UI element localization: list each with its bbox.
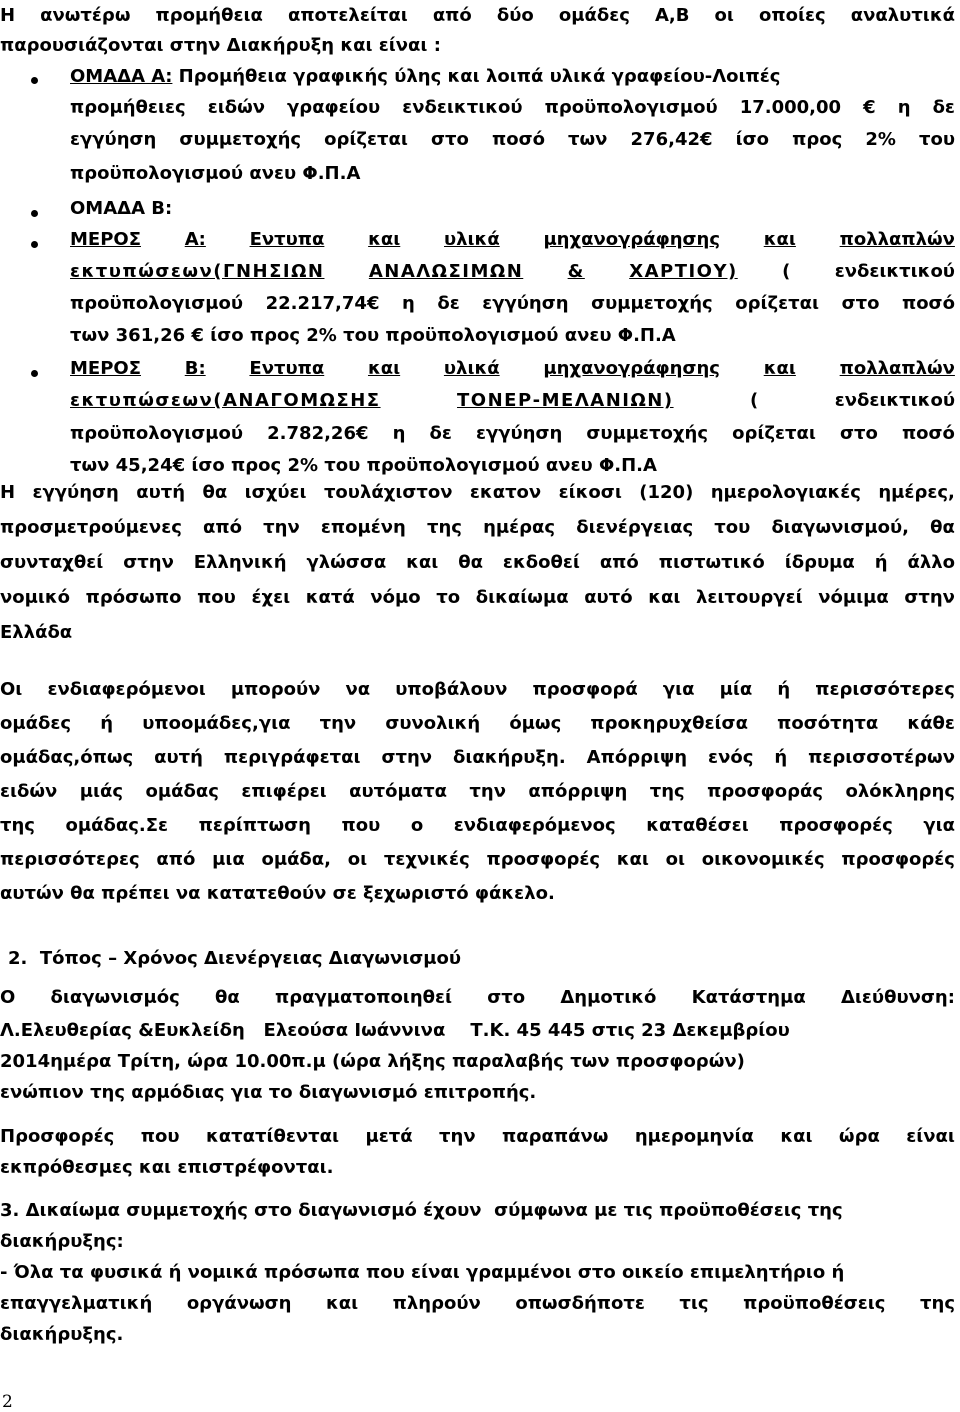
word: περιγράφεται <box>223 747 361 768</box>
word: δικαίωμα <box>475 587 569 608</box>
group-a-line-1 <box>70 63 960 91</box>
word: συμμετοχής <box>586 423 709 444</box>
word: και <box>648 587 681 608</box>
word: προμήθεια <box>155 5 263 26</box>
word: της <box>649 781 685 802</box>
word: συμμετοχής <box>591 293 713 314</box>
word: Εντυπα <box>249 229 325 250</box>
word: της <box>920 1293 955 1314</box>
word: επιφέρει <box>241 781 327 802</box>
heading-part: 2. Τόπος – Χρόνος <box>8 948 205 969</box>
group-a-line-4: προϋπολογισμού ανευ Φ.Π.Α <box>70 163 361 184</box>
word: και <box>616 849 649 870</box>
section-3-line-1: 3. Δικαίωμα συμμετοχής στο διαγωνισμό έχουν σύμφωνα με τις προϋποθέσεις της <box>0 1200 843 1221</box>
word: προϋπολογισμού <box>70 423 244 444</box>
word: εκδοθεί <box>502 552 580 573</box>
word: στην <box>381 747 433 768</box>
word: ειδών <box>0 781 58 802</box>
word: Δημοτικό <box>560 987 657 1008</box>
guarantee-line <box>0 479 955 507</box>
word: ενδεικτικού <box>834 390 955 411</box>
word: ίδρυμα <box>784 552 855 573</box>
word: ώρα <box>838 1126 880 1147</box>
word: προσμετρούμενες <box>0 517 182 538</box>
word: κατατίθενται <box>206 1126 340 1147</box>
part-b-line-4: των 45,24€ ίσο προς 2% του προϋπολογισμού ανευ Φ.Π.Α <box>70 455 657 476</box>
word: την <box>469 781 506 802</box>
heading-part: Διενέργειας <box>204 948 323 969</box>
word: εγγύηση <box>475 423 563 444</box>
word: προσφοράς <box>707 781 824 802</box>
word: τεχνικές <box>383 849 470 870</box>
word: η <box>401 293 415 314</box>
word: (120) <box>639 482 694 503</box>
word: προσφορά <box>532 679 638 700</box>
word: ομάδας,όπως <box>0 747 134 768</box>
word: και <box>763 358 796 379</box>
word: στο <box>841 293 880 314</box>
word: κατά <box>305 587 355 608</box>
page-number: 2 <box>2 1392 13 1412</box>
word: εκτυπώσεων(ΓΝΗΣΙΩΝ <box>70 261 325 282</box>
word: από <box>599 552 639 573</box>
word: πραγματοποιηθεί <box>274 987 453 1008</box>
word: προϋπολογισμού <box>70 293 244 314</box>
word: αποτελείται <box>287 5 408 26</box>
word: ομάδας.Σε <box>65 815 169 836</box>
word: μία <box>719 679 753 700</box>
word: προσφορές <box>841 849 955 870</box>
offers-line <box>0 676 955 704</box>
word: συνολική <box>385 713 481 734</box>
word: υποομάδες,για <box>142 713 291 734</box>
word: από <box>156 849 196 870</box>
group-b-label: ΟΜΑΔΑ Β: <box>70 198 173 219</box>
offers-line: αυτών θα πρέπει να κατατεθούν σε ξεχωριστό φάκελο. <box>0 883 555 904</box>
word: οποίες <box>759 5 826 26</box>
word: που <box>140 1126 180 1147</box>
heading-part: Διαγωνισμού <box>328 948 462 969</box>
word: ολόκληρης <box>845 781 955 802</box>
part-a-line-2 <box>70 258 955 286</box>
part-a-line-4: των 361,26 € ίσο προς 2% του προϋπολογισμού ανευ Φ.Π.Α <box>70 325 676 346</box>
word: Α: <box>184 229 206 250</box>
word: αυτή <box>136 482 186 503</box>
word: λειτουργεί <box>695 587 803 608</box>
word: ή <box>774 747 788 768</box>
word: και <box>763 229 796 250</box>
word: οι <box>347 849 368 870</box>
word: διαγωνισμού, <box>771 517 909 538</box>
word: είναι <box>906 1126 955 1147</box>
word: μια <box>212 849 245 870</box>
word: κάθε <box>907 713 955 734</box>
section-3-line-4 <box>0 1290 955 1318</box>
part-a-line-1 <box>70 226 955 254</box>
word: την <box>319 713 357 734</box>
offers-line <box>0 778 955 806</box>
intro-line-2: παρουσιάζονται στην Διακήρυξη και είναι : <box>0 35 441 56</box>
word: 2% <box>865 129 896 150</box>
word: συμμετοχής <box>179 129 302 150</box>
word: ανωτέρω <box>40 5 131 26</box>
word: τις <box>679 1293 709 1314</box>
guarantee-line <box>0 584 955 612</box>
word: 22.217,74€ <box>265 293 380 314</box>
word: αυτόματα <box>349 781 447 802</box>
word: Β: <box>184 358 206 379</box>
word: έχει <box>251 587 291 608</box>
word: ισχύει <box>244 482 307 503</box>
word: ΜΕΡΟΣ <box>70 358 141 379</box>
word: Εντυπα <box>249 358 325 379</box>
group-a-label: ΟΜΑΔΑ Α: <box>70 66 173 87</box>
word: εγγύηση <box>482 293 569 314</box>
word: πρόσωπο <box>85 587 182 608</box>
word: δε <box>437 293 460 314</box>
word: Οι <box>0 679 23 700</box>
word: θα <box>202 482 228 503</box>
word: 276,42€ <box>630 129 713 150</box>
word: και <box>368 229 401 250</box>
word: στην <box>123 552 174 573</box>
word: υλικά <box>443 358 500 379</box>
word: ή <box>874 552 888 573</box>
word: ΤΟΝΕΡ-ΜΕΛΑΝΙΩΝ) <box>457 390 674 411</box>
word: ομάδες <box>558 5 630 26</box>
offers-line <box>0 744 955 772</box>
word: ή <box>100 713 114 734</box>
word: διακήρυξη. <box>453 747 566 768</box>
word: νομικό <box>0 587 71 608</box>
word: εγγύηση <box>70 129 157 150</box>
word: διενέργειας <box>576 517 694 538</box>
word: Η <box>0 482 16 503</box>
part-a-line-3 <box>70 290 955 318</box>
word: μηχανογράφησης <box>543 229 721 250</box>
word: μηχανογράφησης <box>543 358 720 379</box>
word: οπωσδήποτε <box>515 1293 645 1314</box>
word: ορίζεται <box>735 293 820 314</box>
offers-line <box>0 812 955 840</box>
word: εγγύηση <box>32 482 119 503</box>
word: στο <box>487 987 526 1008</box>
word: το <box>436 587 461 608</box>
word: του <box>918 129 955 150</box>
word: άλλο <box>907 552 955 573</box>
word: περίπτωση <box>198 815 311 836</box>
word: τουλάχιστον <box>323 482 453 503</box>
offers-line <box>0 846 955 874</box>
group-a-text: Προμήθεια γραφικής ύλης και λοιπά υλικά γραφείου-Λοιπές <box>172 66 781 87</box>
word: την <box>439 1126 476 1147</box>
word: Ελληνική <box>193 552 287 573</box>
word: της <box>0 815 35 836</box>
word: € <box>863 97 876 118</box>
word: στο <box>839 423 878 444</box>
word: και <box>780 1126 813 1147</box>
word: ενός <box>708 747 754 768</box>
word: για <box>662 679 695 700</box>
word: από <box>432 5 472 26</box>
word: στην <box>904 587 955 608</box>
word: για <box>923 815 955 836</box>
word: θα <box>930 517 955 538</box>
word: που <box>197 587 236 608</box>
word: Απόρριψη <box>586 747 688 768</box>
word: αυτό <box>584 587 633 608</box>
section-2-line-1 <box>0 984 955 1012</box>
section-3-line-3: - Όλα τα φυσικά ή νομικά πρόσωπα που είναι γραμμένοι στο οικείο επιμελητήριο ή <box>0 1262 845 1283</box>
word: προσφορές <box>779 815 893 836</box>
word: που <box>341 815 381 836</box>
word: δε <box>429 423 452 444</box>
section-2-line-4: ενώπιον της αρμόδιας για το διαγωνισμό επιτροπής. <box>0 1082 537 1103</box>
guarantee-line: Ελλάδα <box>0 622 73 643</box>
word: ενδεικτικού <box>834 261 955 282</box>
word: ομάδας <box>145 781 219 802</box>
word: πληρούν <box>392 1293 481 1314</box>
word: περισσότερες <box>815 679 955 700</box>
word: Κατάστημα <box>691 987 806 1008</box>
word: οι <box>665 849 686 870</box>
word: Ο <box>0 987 16 1008</box>
word: εκτυπώσεων(ΑΝΑΓΟΜΩΣΗΣ <box>70 390 381 411</box>
intro-line-1 <box>0 2 955 30</box>
word: ενδεικτικού <box>402 97 523 118</box>
word: η <box>392 423 406 444</box>
word: ΜΕΡΟΣ <box>70 229 141 250</box>
word: προσφορές <box>486 849 601 870</box>
word: δε <box>932 97 955 118</box>
word: προϋπολογισμού <box>544 97 718 118</box>
word: αυτή <box>154 747 203 768</box>
word: είκοσι <box>558 482 622 503</box>
group-a-line-3 <box>70 126 955 154</box>
bullet-group-b <box>31 210 38 217</box>
late-offers-line-1 <box>0 1123 955 1151</box>
word: αναλυτικά <box>850 5 955 26</box>
part-b-line-1 <box>70 355 955 383</box>
word: ΑΝΑΛΩΣΙΜΩΝ <box>368 261 524 282</box>
word: συνταχθεί <box>0 552 104 573</box>
word: υποβάλουν <box>395 679 508 700</box>
word: προϋποθέσεις <box>743 1293 886 1314</box>
word: θα <box>458 552 483 573</box>
word: απόρριψη <box>528 781 628 802</box>
word: ομάδα, <box>261 849 332 870</box>
guarantee-line <box>0 514 955 542</box>
word: Προσφορές <box>0 1126 115 1147</box>
late-offers-line-2: εκπρόθεσμες και επιστρέφονται. <box>0 1157 334 1178</box>
word: ποσό <box>901 423 955 444</box>
word: ενδιαφερόμενος <box>453 815 616 836</box>
word: καταθέσει <box>646 815 749 836</box>
word: όμως <box>509 713 562 734</box>
word: & <box>567 261 585 282</box>
word: διαγωνισμός <box>50 987 180 1008</box>
word: ομάδες <box>0 713 72 734</box>
word: ημερομηνία <box>634 1126 754 1147</box>
guarantee-line <box>0 549 955 577</box>
word: ποσό <box>491 129 545 150</box>
word: γραφείου <box>287 97 381 118</box>
word: και <box>406 552 439 573</box>
word: εκατον <box>469 482 542 503</box>
word: της <box>426 517 462 538</box>
word: Α,Β <box>654 5 690 26</box>
word: οικονομικές <box>701 849 825 870</box>
word: υλικά <box>444 229 500 250</box>
word: ο <box>410 815 424 836</box>
word: ( <box>782 261 791 282</box>
word: προς <box>792 129 843 150</box>
word: ΧΑΡΤΙΟΥ) <box>629 261 738 282</box>
word: πιστωτικό <box>658 552 765 573</box>
section-2-line-3: 2014ημέρα Τρίτη, ώρα 10.00π.μ (ώρα λήξης παραλαβής των προσφορών) <box>0 1051 745 1072</box>
word: ή <box>777 679 791 700</box>
word: στο <box>431 129 469 150</box>
word: προκηρυχθείσα <box>590 713 748 734</box>
group-a-line-2 <box>70 94 955 122</box>
word: από <box>203 517 243 538</box>
bullet-group-a <box>31 77 38 84</box>
word: ( <box>750 390 759 411</box>
word: θα <box>215 987 240 1008</box>
word: η <box>897 97 911 118</box>
word: 2.782,26€ <box>267 423 369 444</box>
part-b-line-2 <box>70 387 955 415</box>
word: ορίζεται <box>324 129 408 150</box>
word: και <box>325 1293 359 1314</box>
word: την <box>263 517 300 538</box>
word: και <box>367 358 401 379</box>
word: ημέρες, <box>878 482 955 503</box>
word: προμήθειες <box>70 97 186 118</box>
word: νόμιμα <box>818 587 889 608</box>
bullet-part-a <box>31 241 38 248</box>
word: δύο <box>496 5 534 26</box>
word: περισσότερες <box>0 849 140 870</box>
word: ειδών <box>207 97 265 118</box>
section-3-line-5: διακήρυξης. <box>0 1324 124 1345</box>
word: οι <box>714 5 734 26</box>
word: μετά <box>365 1126 413 1147</box>
word: παραπάνω <box>502 1126 609 1147</box>
section-3-line-2: διακήρυξης: <box>0 1231 124 1252</box>
word: ημερολογιακές <box>710 482 861 503</box>
word: ορίζεται <box>732 423 816 444</box>
word: ημέρας <box>483 517 556 538</box>
word: ποσό <box>901 293 955 314</box>
word: επομένη <box>320 517 406 538</box>
section-2-heading <box>8 945 960 973</box>
bullet-part-b <box>31 370 38 377</box>
word: Η <box>0 5 16 26</box>
word: 17.000,00 <box>739 97 842 118</box>
word: οργάνωση <box>186 1293 292 1314</box>
word: μπορούν <box>230 679 321 700</box>
part-b-line-3 <box>70 420 955 448</box>
word: ποσότητα <box>777 713 879 734</box>
word: ενδιαφερόμενοι <box>47 679 206 700</box>
word: ίσο <box>735 129 769 150</box>
word: νόμο <box>370 587 421 608</box>
word: του <box>714 517 751 538</box>
section-2-line-2: Λ.Ελευθερίας &Ευκλείδη Ελεούσα Ιωάννινα Τ.Κ. 45 445 στις 23 Δεκεμβρίου <box>0 1020 790 1041</box>
word: μιάς <box>79 781 124 802</box>
word: πολλαπλών <box>839 229 955 250</box>
word: περισσοτέρων <box>808 747 955 768</box>
word: πολλαπλών <box>839 358 955 379</box>
word: των <box>568 129 608 150</box>
word: Διεύθυνση: <box>840 987 955 1008</box>
word: να <box>345 679 371 700</box>
word: επαγγελματική <box>0 1293 153 1314</box>
word: γλώσσα <box>306 552 387 573</box>
offers-line <box>0 710 955 738</box>
